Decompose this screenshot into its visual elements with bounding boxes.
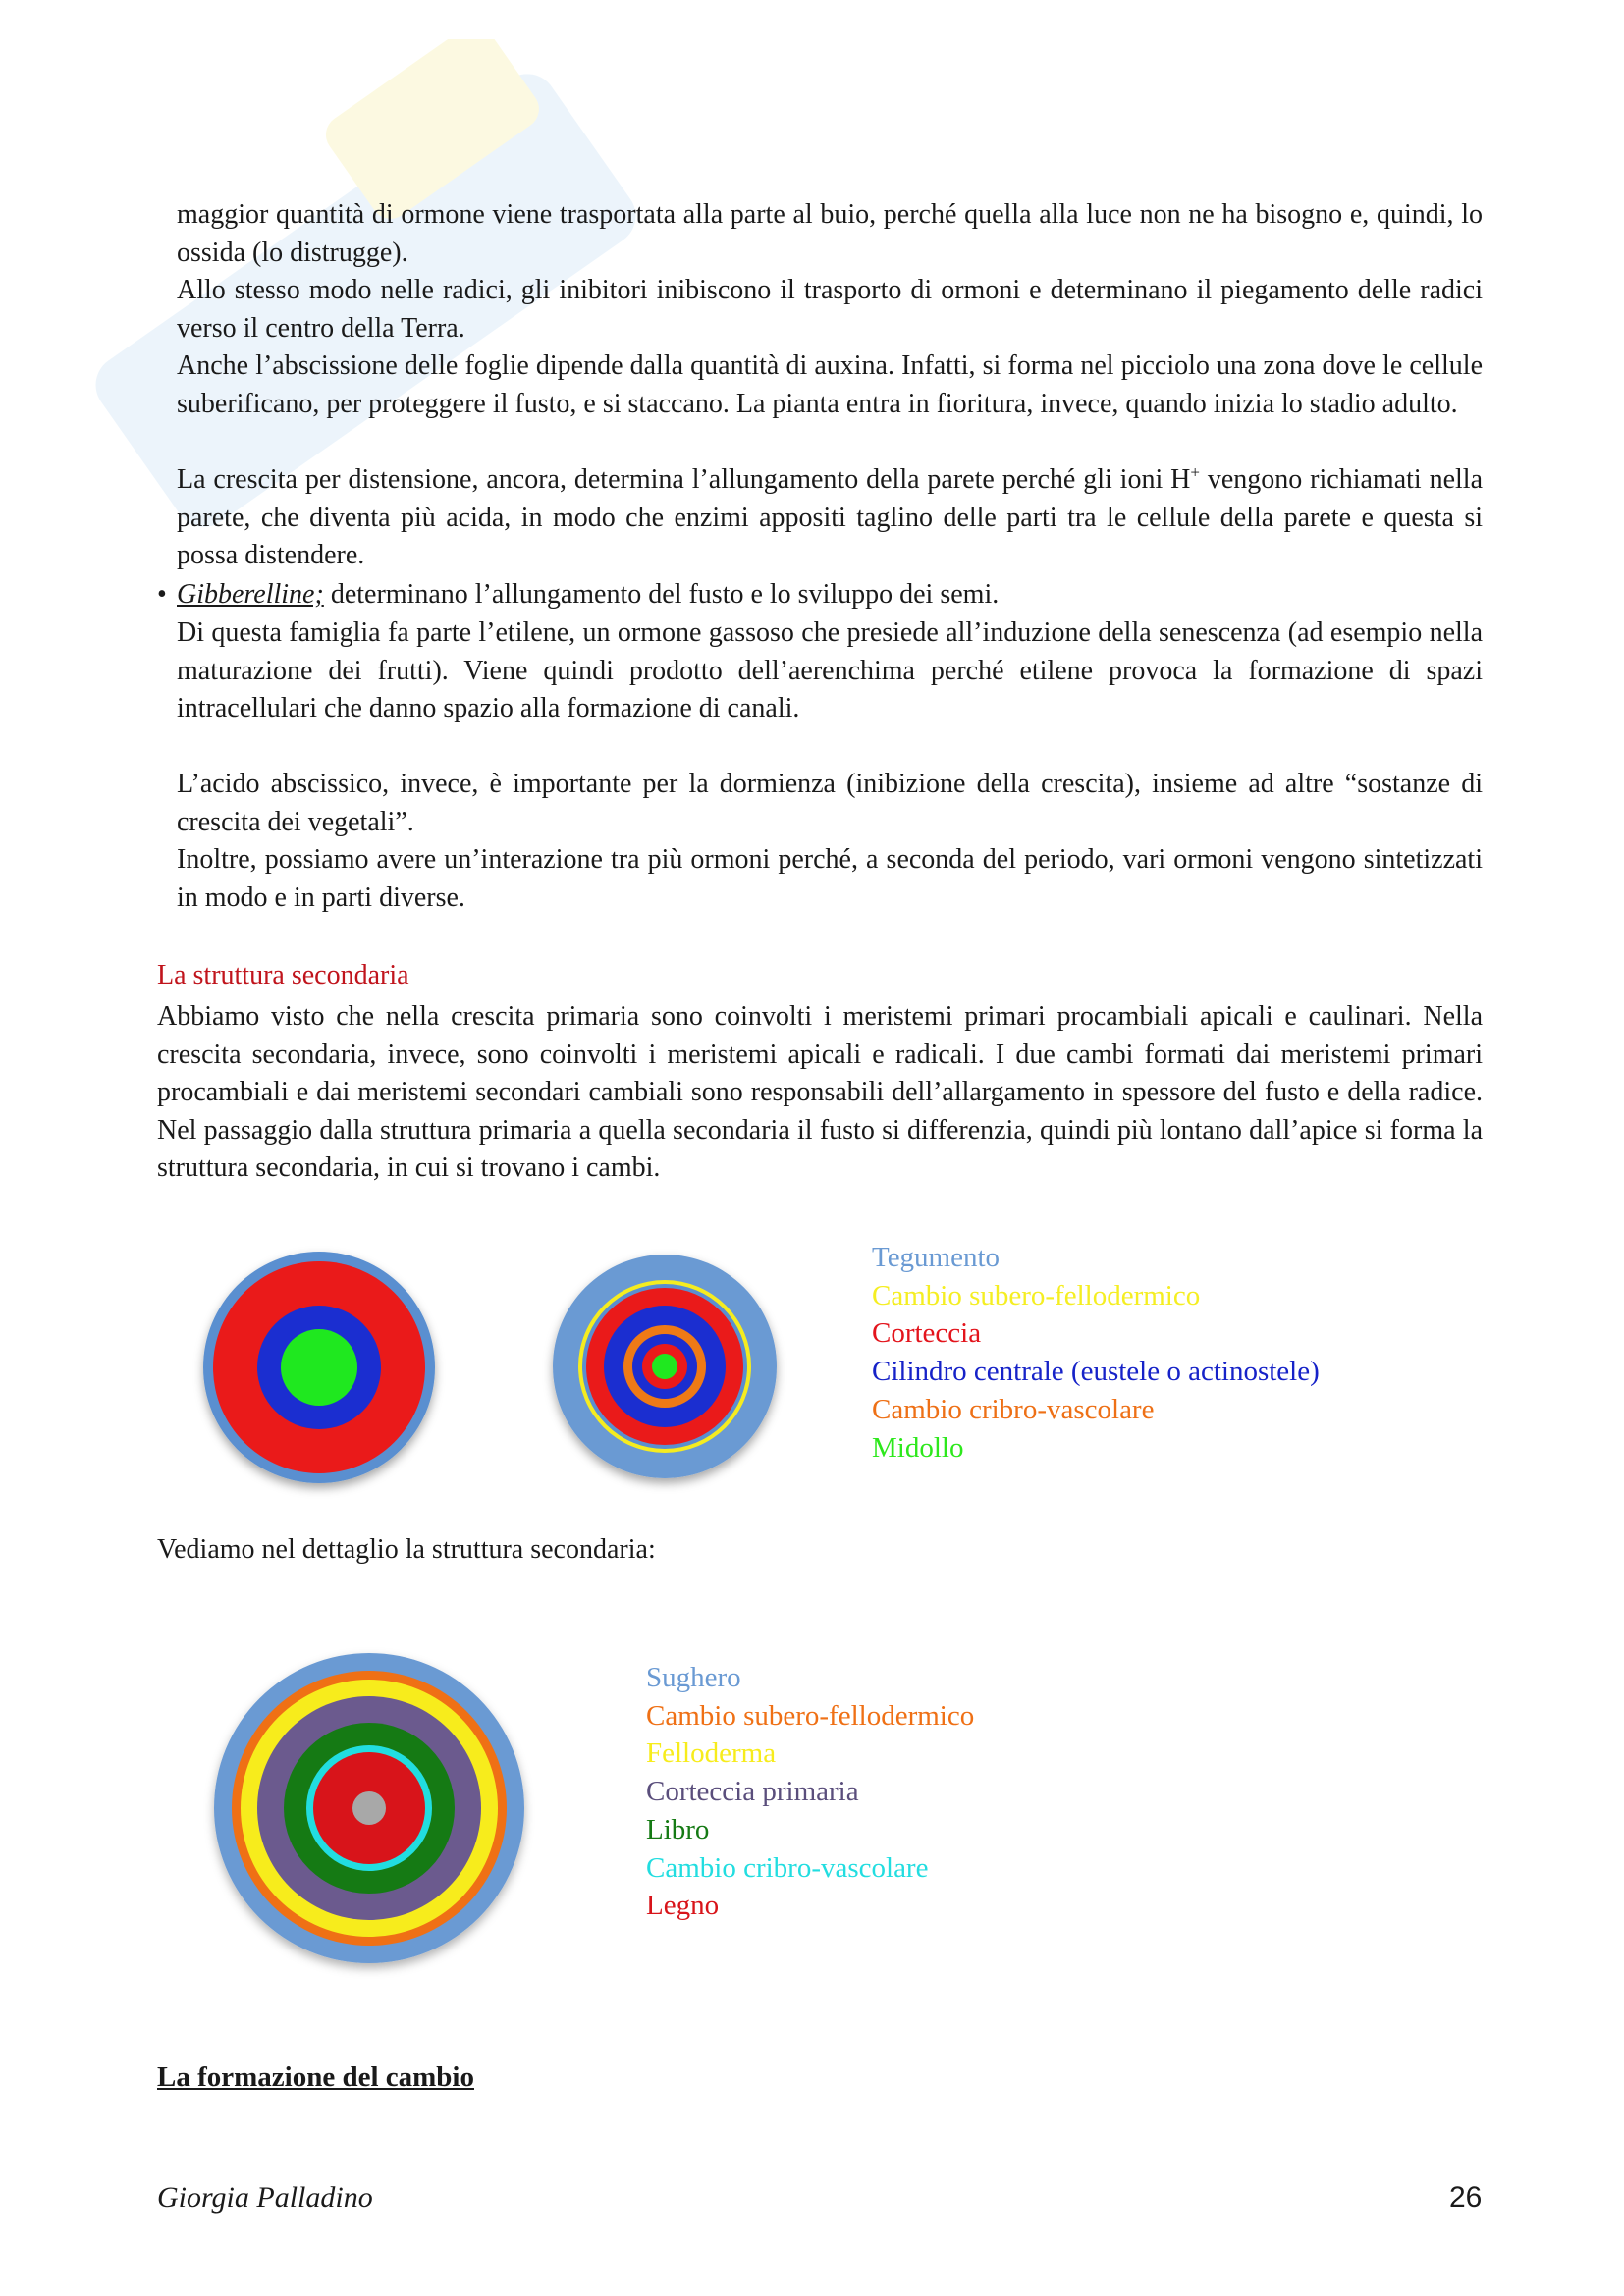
paragraph-distensione (177, 461, 1483, 575)
term-gibberelline: Gibberelline; (177, 579, 324, 610)
section-paragraph: Abbiamo visto che nella crescita primaria sono coinvolti i meristemi primari procambiali apicali e caulinari. Nella crescita secondaria, invece, sono coinvolti i meristemi apicali e radicali. I due cambi formati dai meristemi primari procambiali e dai meristemi secondari cambiali sono responsabili dell’allargamento in spessore del fusto e della radice. Nel passaggio dalla struttura primaria a quella secondaria il fusto si differenzia, quindi più lontano dall’apice si forma la struttura secondaria, in cui si trovano i cambi. (157, 1001, 1483, 1183)
paragraph-etilene: Di questa famiglia fa parte l’etilene, un ormone gassoso che presiede all’induzione della senescenza (ad esempio nella maturazione dei frutti). Viene quindi prodotto dell’aerenchima perché etilene provoca la formazione di spazi intracellulari che danno spazio alla formazione di canali. (177, 617, 1483, 723)
distensione-text: La crescita per distensione, ancora, determina l’allungamento della parete perché gli ioni H (177, 464, 1191, 495)
legend-item-sughero: Sughero (646, 1662, 741, 1693)
detailed-secondary-diagram (206, 1645, 520, 1959)
legend-item-corteccia-primaria: Corteccia primaria (646, 1776, 859, 1808)
legend-item-cambio-subero: Cambio subero-fellodermico (872, 1279, 1201, 1311)
legend-item-cambio-cribro-2: Cambio cribro-vascolare (646, 1851, 929, 1884)
legend-item-felloderma: Felloderma (646, 1737, 777, 1770)
legend-item-cambio-cribro: Cambio cribro-vascolare (872, 1393, 1155, 1425)
midollo-core (281, 1329, 357, 1406)
legend-detail (646, 1659, 974, 1925)
distensione-text-rest: vengono richiamati nella parete, che diventa più acida, in modo che enzimi appositi taglino delle parti tra le cellule della parete e questa si possa distendere. (177, 464, 1483, 570)
paragraph-acido-abscissico: L’acido abscissico, invece, è importante per la dormienza (inibizione della crescita), insieme ad altre “sostanze di crescita dei vegetali”. (177, 769, 1483, 837)
legend-item-corteccia: Corteccia (872, 1317, 982, 1350)
section-heading: La struttura secondaria (157, 960, 409, 990)
primary-structure-diagram (196, 1245, 452, 1500)
page-number: 26 (1449, 2181, 1483, 2214)
secondary-structure-diagram (547, 1249, 792, 1494)
subsection-title: La formazione del cambio (157, 2061, 474, 2093)
legend-item-legno: Legno (646, 1890, 720, 1922)
legend-primary (872, 1239, 1320, 1467)
bullet-marker: • (157, 579, 167, 610)
midollo-core-2 (652, 1354, 677, 1379)
footer-author: Giorgia Palladino (157, 2181, 373, 2214)
legend-item-cambio-subero-2: Cambio subero-fellodermico (646, 1699, 975, 1732)
paragraph-abscissione: Anche l’abscissione delle foglie dipende dalla quantità di auxina. Infatti, si forma nel picciolo una zona dove le cellule suberificano, per proteggere il fusto, e si staccano. La pianta entra in fioritura, invece, quando inizia lo stadio adulto. (177, 350, 1483, 419)
ion-charge: + (1190, 462, 1200, 482)
legend-item-cilindro: Cilindro centrale (eustele o actinostele) (872, 1356, 1320, 1388)
legend-item-libro: Libro (646, 1813, 710, 1845)
legend-item-tegumento: Tegumento (872, 1242, 1001, 1273)
pith-center (352, 1791, 386, 1825)
paragraph-interazione: Inoltre, possiamo avere un’interazione tra più ormoni perché, a seconda del periodo, vari ormoni vengono sintetizzati in modo e in parti diverse. (177, 844, 1483, 913)
legend-item-midollo: Midollo (872, 1431, 964, 1464)
paragraph-ormone: maggior quantità di ormone viene trasportata alla parte al buio, perché quella alla luce non ne ha bisogno e, quindi, lo ossida (lo distrugge). (177, 199, 1483, 268)
bullet-gibberelline (177, 576, 1483, 614)
bullet-rest: determinano l’allungamento del fusto e lo sviluppo dei semi. (323, 579, 1000, 610)
detail-intro: Vediamo nel dettaglio la struttura secondaria: (157, 1534, 656, 1565)
paragraph-radici: Allo stesso modo nelle radici, gli inibitori inibiscono il trasporto di ormoni e determinano il piegamento delle radici verso il centro della Terra. (177, 275, 1483, 344)
